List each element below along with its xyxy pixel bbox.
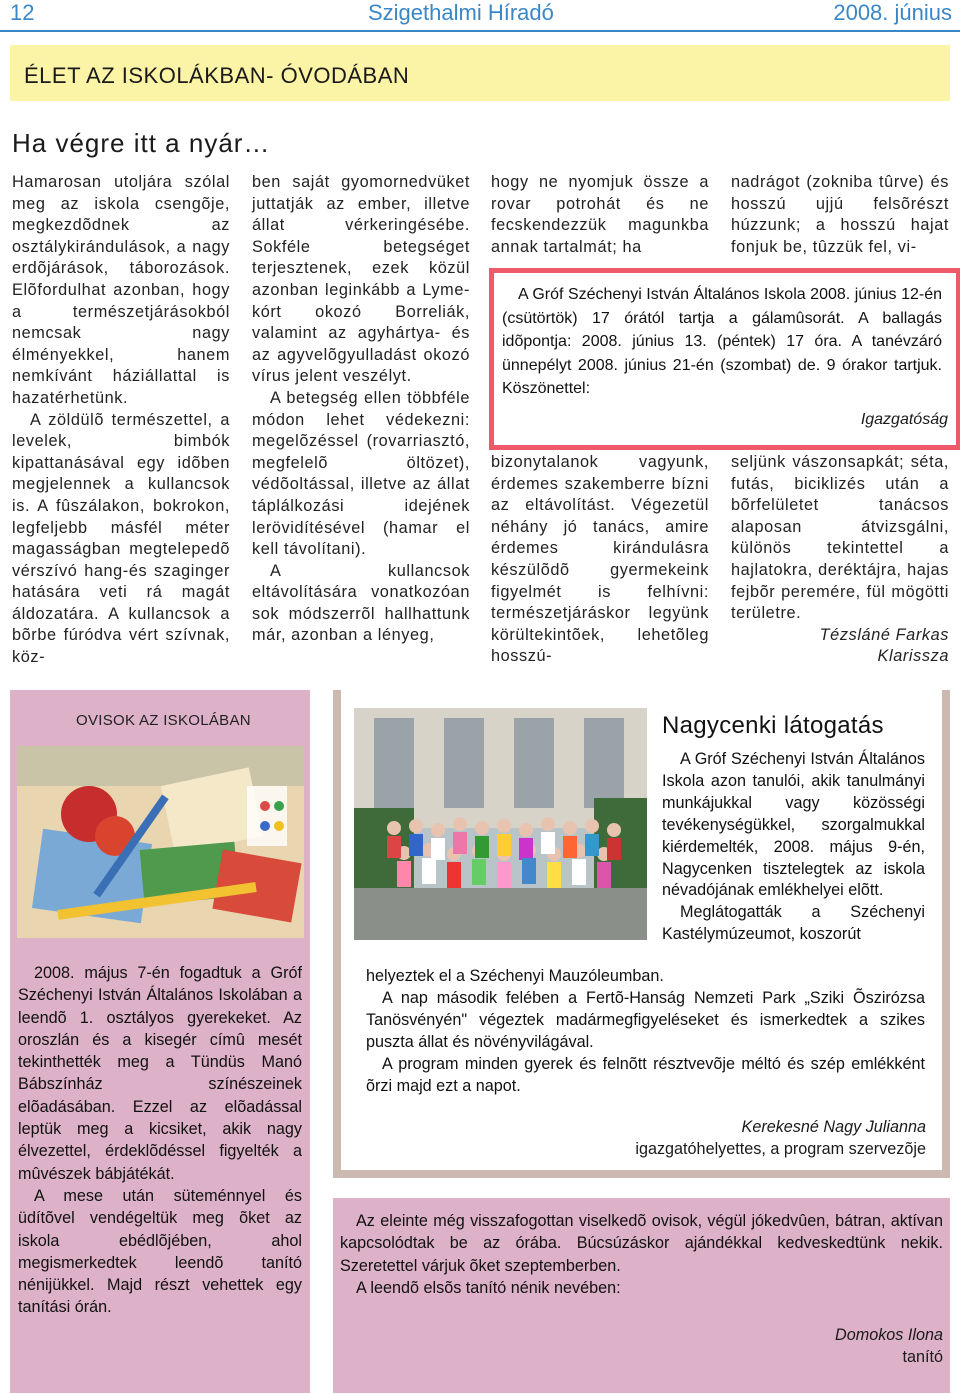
paragraph: A nap második felében a Fertõ-Hanság Nemzeti Park „Sziki Õszirózsa Tanösvényén" végeztek madármegfigyeléseket és ismerkedtek a szikes puszta állat és növényvilágával. [366,988,925,1051]
group-photo [354,708,647,940]
paragraph: nadrágot (zokniba tûrve) és hosszú ujjú felsõrészt húzzunk; a hosszú hajat fonjuk be, tûzzük fel, vi- [731,173,949,256]
article-author: Tézsláné Farkas [819,625,949,644]
farewell-signature [835,1324,943,1369]
paragraph: hogy ne nyomjuk össze a rovar potrohát és ne fecskendezzük magunkba annak tartalmát; ha [491,173,709,256]
header-rule [0,30,960,32]
article-column-4-top [731,172,949,258]
section-banner [10,45,950,101]
paragraph: Hamarosan utoljára szólal meg az iskola csengõje, megkezdõdnek az osztálykirándulások, a nagy erdõjárások, táborozások. Elõfordulhat azonban, hogy a természetjárásokból nemcsak nagy élményekkel, hanem nemkívánt háziállattal is hazatérhetünk. [12,173,230,407]
article-column-1 [12,172,230,669]
notice-text: A Gróf Széchenyi István Általános Iskola 2008. június 12-én (csütörtök) 17 órától tartja a gálamûsorát. A ballagás idõpontja: 2008. június 13. (péntek) 17 óra. A tanévzáró ünnepélyt 2008. június 21-én (szombat) de. 9 órakor tartjuk. Köszönettel: [502,286,942,397]
paragraph: A kullancsok eltávolítására vonatkozóan sok módszerrõl hallhattunk már, azonban a lényeg, [252,561,470,645]
visit-title: Nagycenki látogatás [662,712,884,739]
article-column-3-top [491,172,709,258]
farewell-note [333,1198,950,1393]
paragraph: A Gróf Széchenyi István Általános Iskola azon tanulói, akik tanulmányi munkájukkal vagy közösségi tevékenységükkel, szorgalmukkal kiérdemelték, 2008. május 9-én, Nagycenken tisztelegtek az iskola névadójának emlékhelyei elõtt. [662,750,925,900]
section-title: ÉLET AZ ISKOLÁKBAN- ÓVODÁBAN [24,63,410,88]
farewell-author: Domokos Ilona [835,1326,943,1344]
paragraph: A mese után süteménnyel és üdítõvel vendégeltük meg õket az iskola ebédlõjében, ahol megismerkedtek leendõ tanító nénijükkel. Majd részt vehettek egy tanítási órán. [18,1186,302,1317]
paragraph: ben saját gyomornedvüket juttatják az ember, illetve állat vérkeringésébe. Sokféle betegséget terjesztenek, ezek közül azonban leginkább a Lyme-kórt okozó Borreliák, valamint az agyhártya- és az agyvelõgyulladást okozó vírus jelent veszélyt. [252,173,470,386]
paragraph: seljünk vászonsapkát; séta, futás, biciklizés után a bõrfelületet tanácsos alaposan átvizsgálni, különös tekintettel a hajlatokra, deréktájra, hajas fejbõr peremére, fül mögötti területre. [731,453,949,623]
school-supplies-photo [17,746,304,938]
paragraph: A leendõ elsõs tanító nénik nevében: [356,1278,621,1297]
visit-wide-text [366,966,925,1097]
visit-signature [635,1117,926,1161]
visit-author: Kerekesné Nagy Julianna [741,1118,926,1136]
visit-article-body [341,690,942,1170]
article-column-2 [252,172,470,647]
article-title: Ha végre itt a nyár… [12,128,271,158]
paragraph: Az eleinte még visszafogottan viselkedõ ovisok, végül jókedvûen, bátran, aktívan kapcsolódtak be az órába. Búcsúzáskor ajándékkal kedveskedtünk nekik. Szeretettel várjuk õket szeptemberben. [340,1212,943,1275]
notice-signature: Igazgatóság [860,411,948,428]
paragraph: 2008. május 7-én fogadtuk a Gróf Széchenyi István Általános Iskolában a leendõ 1. osztályos gyerekeket. Az oroszlán és a kisegér címû mesét tekinthették meg a Tündüs Manó Bábszínház színészeinek elõadásában. Ezzel az elõadással leptük meg a kicsiket, akik nagy élvezettel, érdeklõdéssel figyelték a mûvészek bábjátékát. [18,964,302,1183]
school-event-notice [489,268,960,450]
visit-column [662,749,925,946]
article-author-line2: Klarissza [877,647,949,666]
issue-date: 2008. június [833,0,952,25]
paragraph: bizonytalanok vagyunk, érdemes szakemberre bízni az eltávolítást. Végezetül néhány jó tanács, amire érdemes kirándulásra készülõdõ gyermekeink figyelmét is felhívni: természetjáráskor legyünk körültekintõek, lehetõleg hosszú- [491,453,709,666]
paragraph: A zöldülõ természettel, a levelek, bimbók kipattanásával egy idõben megjelennek a kullancsok is. A fûszálakon, bokrokon, legfeljebb másfél méter magasságban megtelepedõ vérszívó hang-és szaginger hatására veti rá magát áldozatára. A kullancsok a bõrbe fúródva vért szívnak, köz- [12,410,230,667]
paragraph: helyeztek el a Széchenyi Mauzóleumban. [366,967,664,985]
visit-article [333,690,950,1178]
article-column-4-bottom [731,452,949,668]
page-header [0,0,960,28]
visit-author-role: igazgatóhelyettes, a program szervezõje [635,1139,926,1158]
magazine-title: Szigethalmi Híradó [368,0,554,25]
paragraph: Meglátogatták a Széchenyi Kastélymúzeumot, koszorút [662,903,925,944]
ovis-article [10,690,310,1393]
ovis-title: OVISOK AZ ISKOLÁBAN [76,712,251,729]
article-column-3-bottom [491,452,709,668]
paragraph: A betegség ellen többféle módon lehet védekezni: megelõzéssel (rovarriasztó, megfelelõ öltözet), védõoltással, illetve az állat táplálkozási idejének lerövidítésével (hamar el kell távolítani). [252,388,470,559]
page-number: 12 [10,0,35,25]
ovis-text [18,962,302,1319]
paragraph: A program minden gyerek és felnõtt résztvevõje méltó és szép emlékként õrzi majd ezt a napot. [366,1054,925,1095]
farewell-author-role: tanító [902,1348,943,1367]
farewell-text [340,1210,943,1299]
